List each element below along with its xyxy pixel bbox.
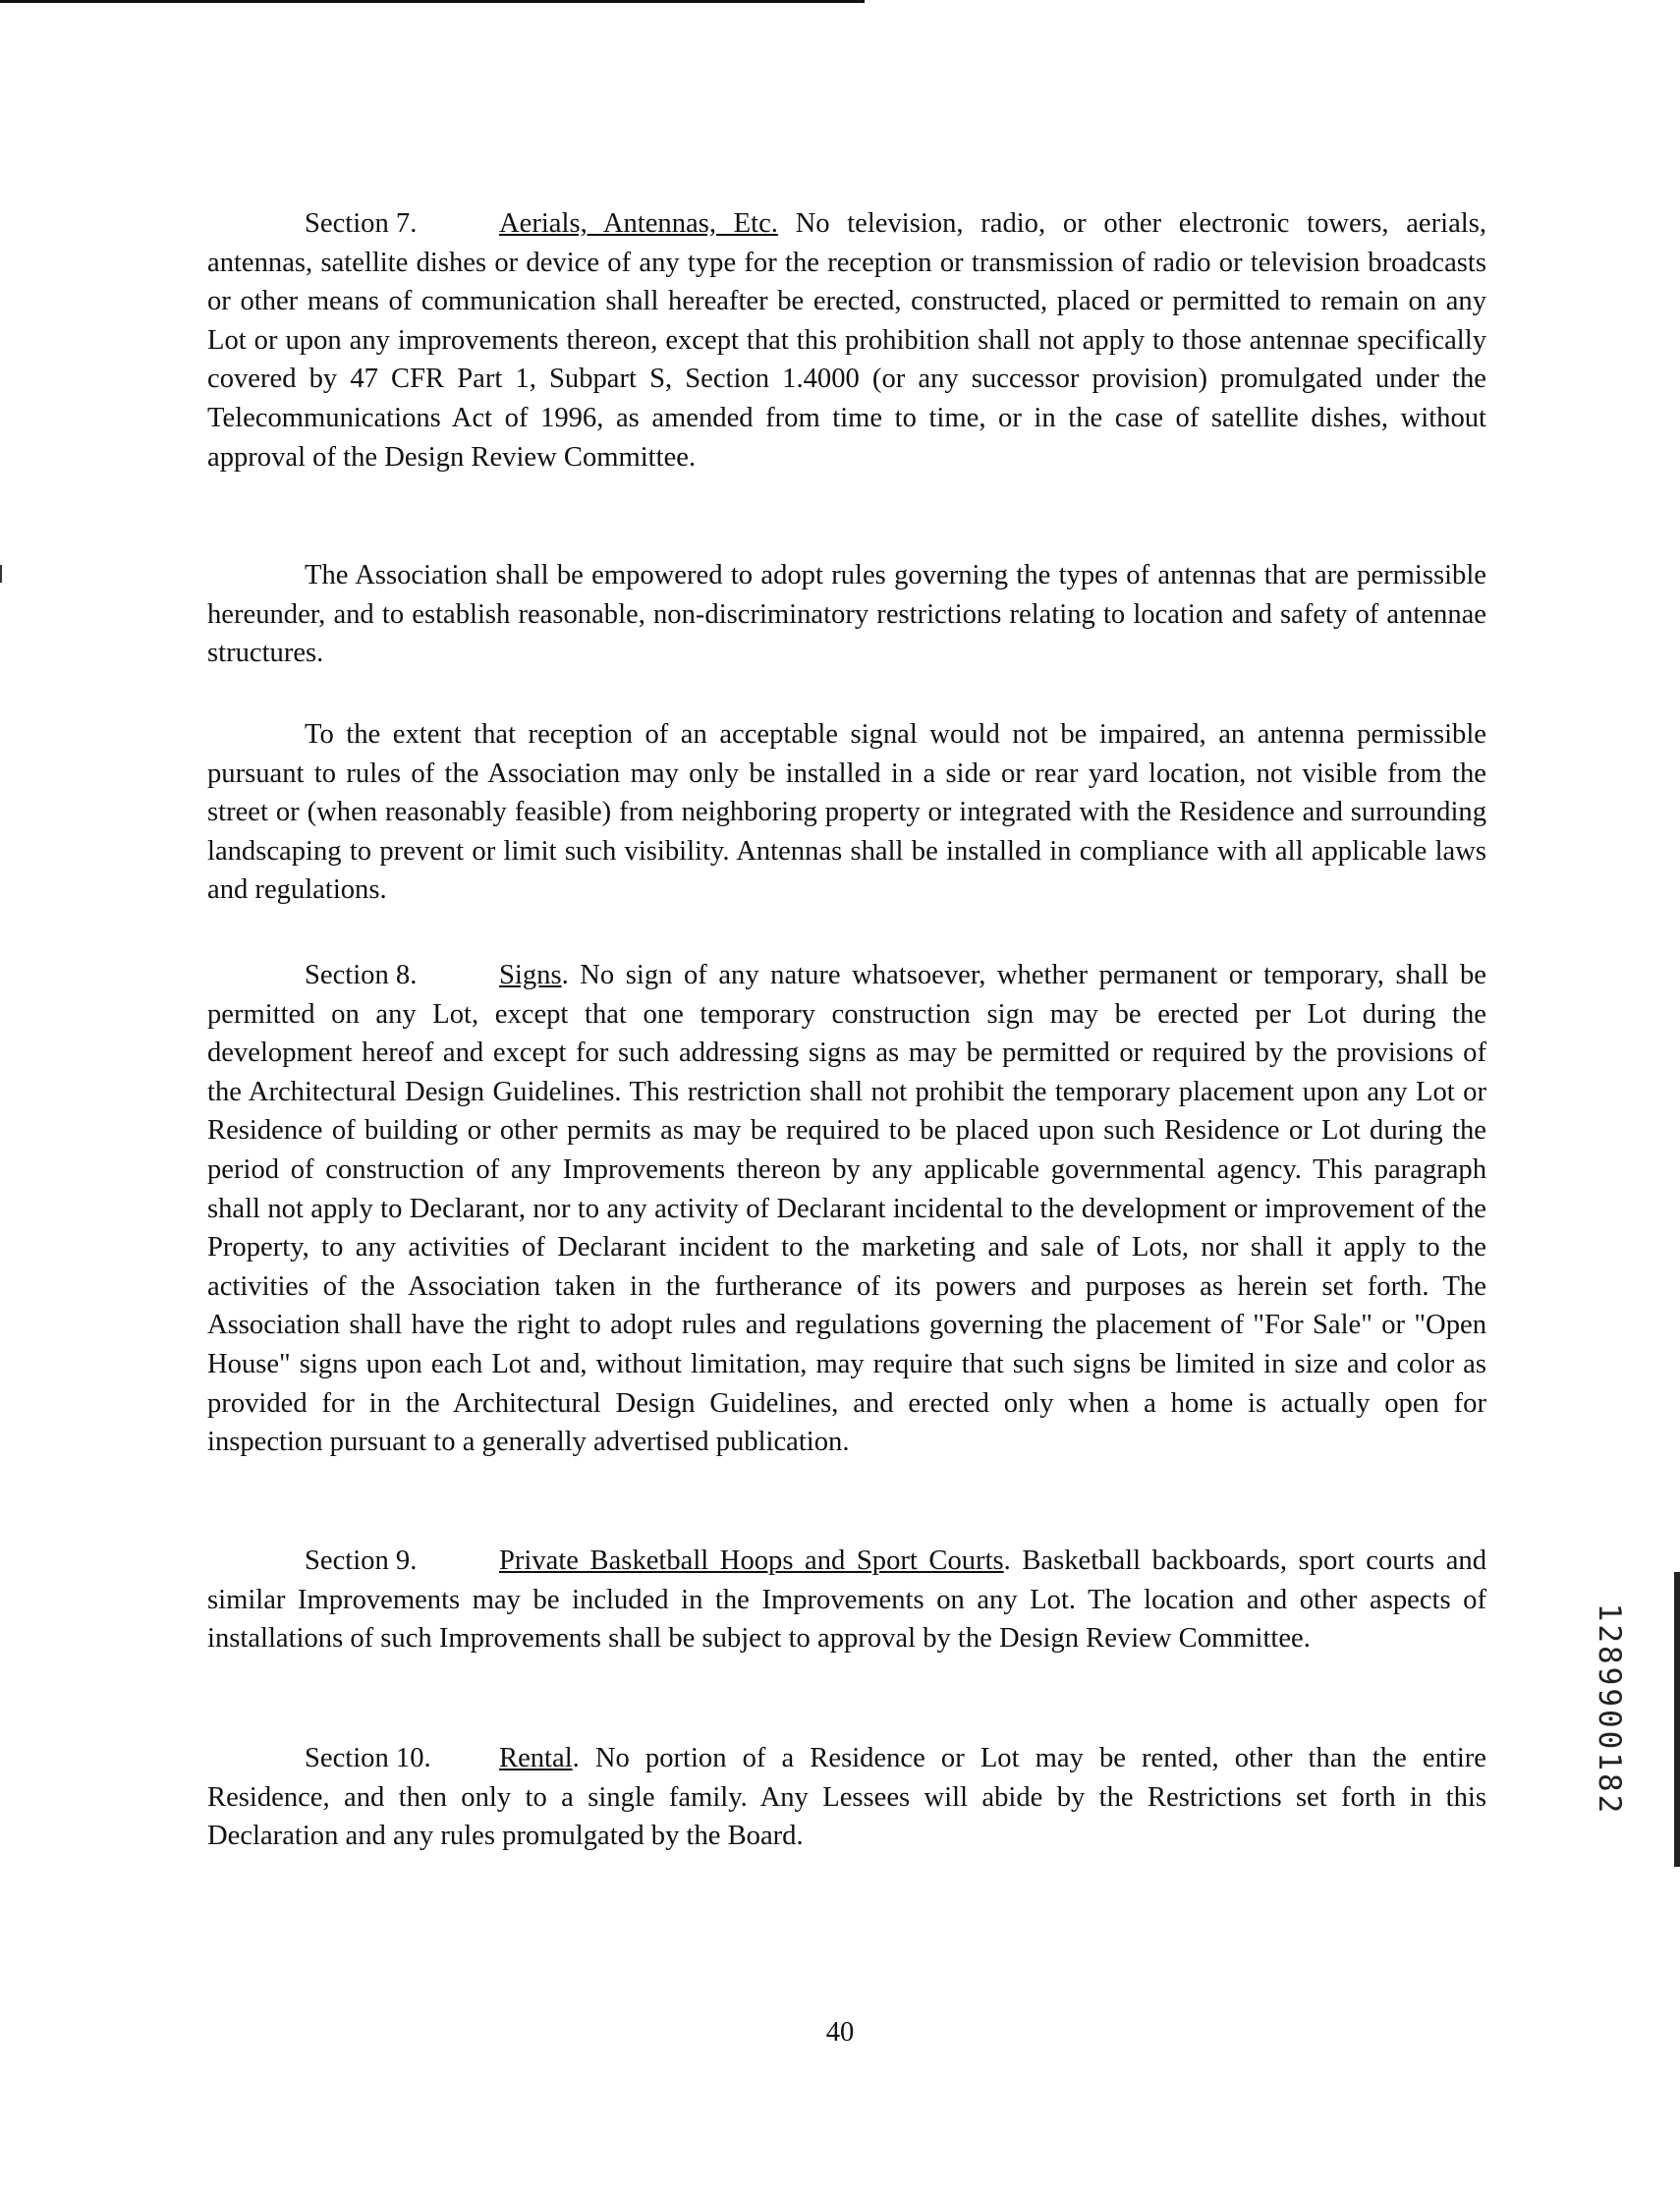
section-heading: Signs (499, 960, 562, 990)
section-text: No television, radio, or other electronic towers, aerials, antennas, satellite dishes or device of any type for the reception or transmission of radio or television broadcasts or other means of communication shall hereafter be erected, constructed, placed or permitted to remain on any Lot or upon any improvements thereon, except that this prohibition shall not apply to those antennae specifically covered by 47 CFR Part 1, Subpart S, Section 1.4000 (or any successor provision) promulgated under the Telecommunications Act of 1996, as amended from time to time, or in the case of satellite dishes, without approval of the Design Review Committee. (207, 208, 1486, 473)
section-label: Section 7. (305, 208, 418, 239)
section-label: Section 10. (305, 1743, 431, 1773)
scan-edge-mark (0, 565, 2, 583)
section-text: . Basketball backboards, sport courts and similar Improvements may be included in the Improvements on any Lot. The location and other aspects of installations of such Improvements shall be subject to approval by the Design Review Committee. (207, 1545, 1486, 1655)
antenna-rules-paragraph: The Association shall be empowered to adopt rules governing the types of antennas that are permissible hereunder, and to establish reasonable, non-discriminatory restrictions relating to location and safety of antennae structures. (207, 560, 1486, 669)
section-9-paragraph (207, 1542, 1486, 1658)
section-7-paragraph (207, 204, 1486, 477)
section-label: Section 8. (305, 960, 418, 990)
document-stamp-number: 1289900182 (1592, 1602, 1627, 1817)
section-heading: Rental (499, 1743, 573, 1773)
scan-right-edge (1674, 1572, 1680, 1867)
section-label: Section 9. (305, 1545, 418, 1576)
section-text: . No sign of any nature whatsoever, whether permanent or temporary, shall be permitted on any Lot, except that one temporary construction sign may be erected per Lot during the development hereof and except for such addressing signs as may be permitted or required by the provisions of the Architectural Design Guidelines. This restriction shall not prohibit the temporary placement upon any Lot or Residence of building or other permits as may be required to be placed upon such Residence or Lot during the period of construction of any Improvements thereon by any applicable governmental agency. This paragraph shall not apply to Declarant, nor to any activity of Declarant incidental to the development or improvement of the Property, to any activities of Declarant incident to the marketing and sale of Lots, nor shall it apply to the activities of the Association taken in the furtherance of its powers and purposes as herein set forth. The Association shall have the right to adopt rules and regulations governing the placement of "For Sale" or "Open House" signs upon each Lot and, without limitation, may require that such signs be limited in size and color as provided for in the Architectural Design Guidelines, and erected only when a home is actually open for inspection pursuant to a generally advertised publication. (207, 960, 1486, 1458)
antenna-placement-paragraph: To the extent that reception of an acceptable signal would not be impaired, an antenna permissible pursuant to rules of the Association may only be installed in a side or rear yard location, not visible from the street or (when reasonably feasible) from neighboring property or integrated with the Residence and surrounding landscaping to prevent or limit such visibility. Antennas shall be installed in compliance with all applicable laws and regulations. (207, 719, 1486, 906)
section-heading: Private Basketball Hoops and Sport Courts (499, 1545, 1004, 1576)
section-text: . No portion of a Residence or Lot may be rented, other than the entire Residence, and then only to a single family. Any Lessees will abide by the Restrictions set forth in this Declaration and any rules promulgated by the Board. (207, 1743, 1486, 1852)
section-10-paragraph (207, 1739, 1486, 1856)
section-8-paragraph (207, 956, 1486, 1462)
scan-top-border (0, 0, 865, 3)
section-heading: Aerials, Antennas, Etc. (499, 208, 778, 239)
page-number: 40 (825, 2017, 855, 2048)
